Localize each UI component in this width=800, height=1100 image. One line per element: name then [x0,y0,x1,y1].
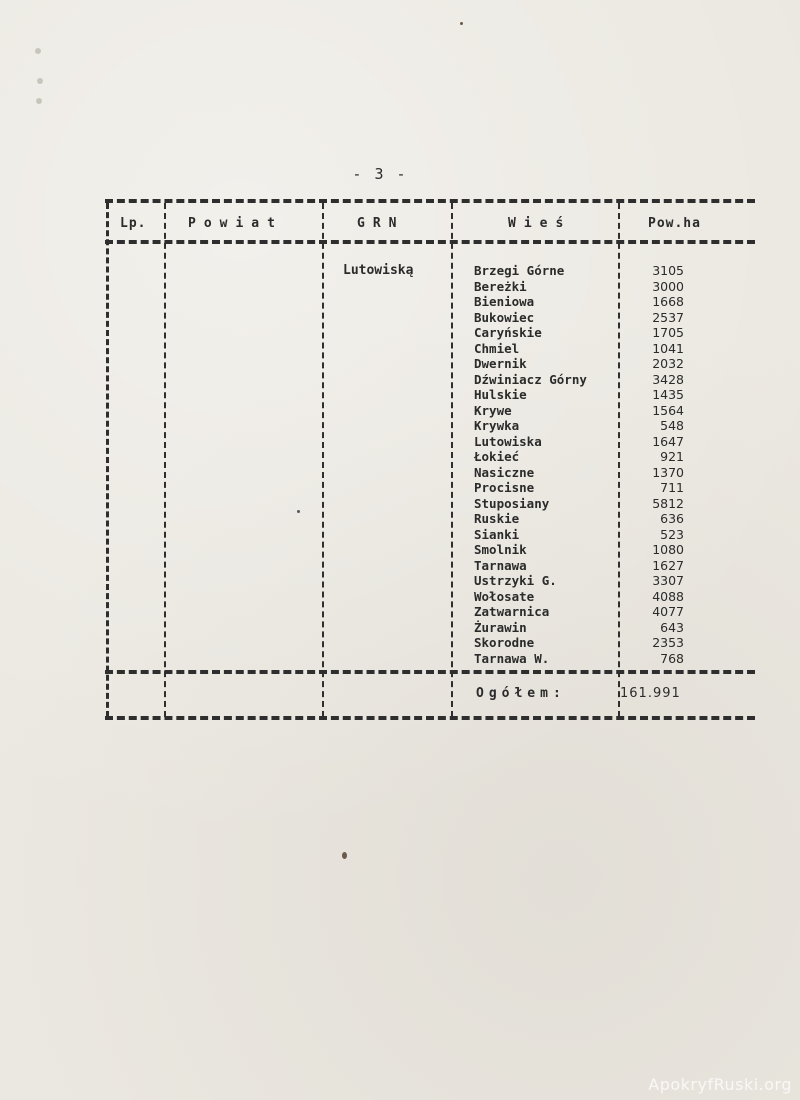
column-divider [451,203,453,717]
watermark: ApokryfRuski.org [648,1075,792,1094]
punch-hole [36,98,42,104]
village-area: 5812 [652,495,684,511]
punch-hole [35,48,41,54]
village-name: Bukowiec [474,309,535,325]
village-name: Dźwiniacz Górny [474,371,587,387]
village-name: Łokieć [474,449,520,464]
village-area: 3000 [652,278,684,294]
village-name: Lutowiska [474,433,542,449]
village-area: 711 [660,480,684,495]
village-name: Sianki [474,526,520,542]
village-name: Ustrzyki G. [474,573,557,588]
village-area: 636 [660,511,684,526]
table-top-border [105,199,755,203]
total-separator [105,670,755,674]
village-area: 4088 [652,588,684,604]
village-name: Bieniowa [474,294,535,309]
village-area: 1627 [652,557,684,573]
table-bottom-border [105,716,755,720]
village-name: Ruskie [474,511,520,526]
village-area: 643 [660,619,684,635]
village-area: 1564 [652,402,684,418]
village-name: Hulskie [474,387,527,402]
punch-hole [37,78,43,84]
village-name: Wołosate [474,588,535,604]
village-area: 768 [660,650,684,666]
header-powiat: Powiat [188,216,283,231]
village-name: Krywe [474,402,512,418]
village-name: Stuposiany [474,495,550,511]
header-pow-ha: Pow.ha [648,216,701,231]
village-area: 921 [660,449,684,464]
village-name: Smolnik [474,542,527,557]
village-area: 2537 [652,309,684,325]
grn-name: Lutowiską [343,263,414,278]
village-area: 1668 [652,294,684,309]
column-divider [322,203,324,717]
village-area: 548 [660,418,684,433]
village-name: Tarnawa [474,557,527,573]
village-name: Bereżki [474,278,527,294]
village-area: 3428 [652,371,684,387]
village-area: 2032 [652,356,684,371]
ink-speck [460,22,463,25]
ink-speck [297,510,300,513]
header-wies: Wieś [508,216,572,231]
village-name: Brzegi Górne [474,263,565,278]
page-number: - 3 - [352,165,408,183]
village-name: Żurawin [474,619,527,635]
total-value: 161.991 [620,686,681,701]
village-area: 2353 [652,635,684,650]
village-name: Dwernik [474,356,527,371]
ink-speck [342,852,347,859]
header-separator [105,240,755,244]
total-label: Ogółem: [476,686,566,701]
village-area: 1080 [652,542,684,557]
village-area: 1435 [652,387,684,402]
village-name: Chmiel [474,340,520,356]
village-area: 3105 [652,263,684,278]
village-name: Caryńskie [474,325,542,340]
village-name: Zatwarnica [474,604,550,619]
village-area: 523 [660,526,684,542]
village-area: 1041 [652,340,684,356]
village-name: Tarnawa W. [474,650,550,666]
village-name: Krywka [474,418,520,433]
header-grn: GRN [357,216,405,231]
village-area: 1705 [652,325,684,340]
village-name: Procisne [474,480,535,495]
column-divider [106,203,109,717]
village-area: 1370 [652,464,684,480]
village-area: 3307 [652,573,684,588]
village-name: Nasiczne [474,464,535,480]
village-area: 1647 [652,433,684,449]
village-name: Skorodne [474,635,535,650]
village-area: 4077 [652,604,684,619]
column-divider [164,203,166,717]
header-lp: Lp. [120,216,147,231]
